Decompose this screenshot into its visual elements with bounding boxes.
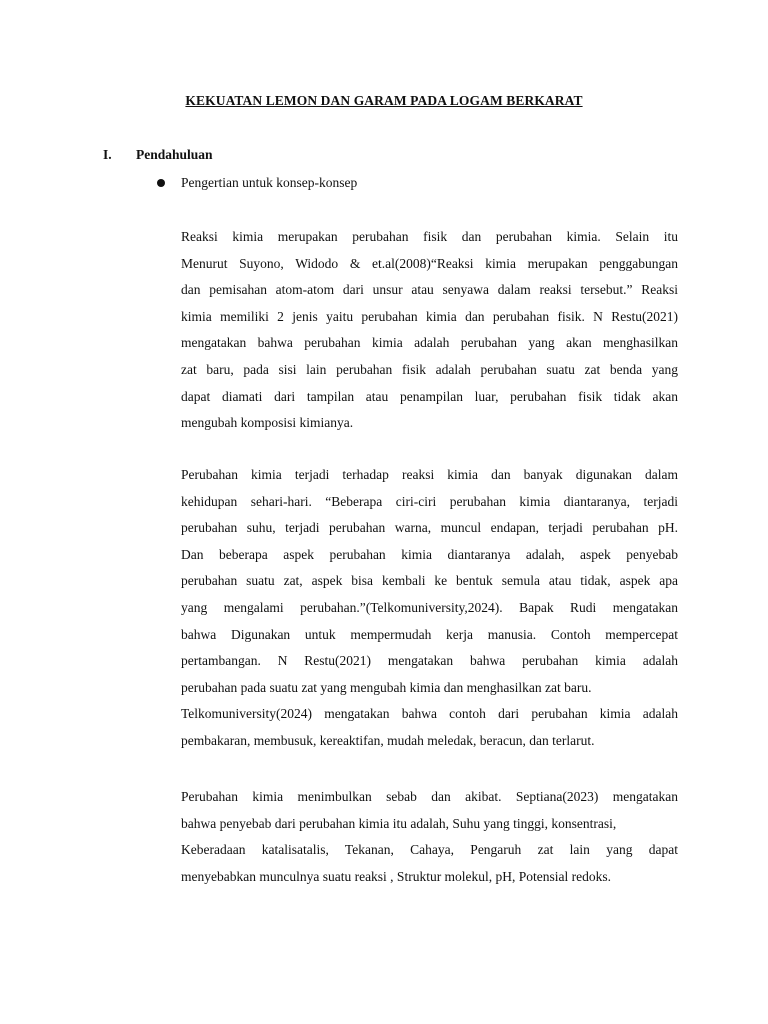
paragraph-line: Perubahan kimia menimbulkan sebab dan akibat. Septiana(2023) mengatakan [181,789,678,804]
paragraph-line: perubahan suhu, terjadi perubahan warna, muncul endapan, terjadi perubahan pH. [181,520,678,536]
paragraph-line: perubahan suatu zat, aspek bisa kembali ke bentuk semula atau tidak, aspek apa [181,573,678,589]
paragraph-3 [181,784,678,890]
paragraph-line: bahwa Digunakan untuk mempermudah kerja manusia. Contoh mempercepat [181,626,678,642]
paragraph-line: kimia memiliki 2 jenis yaitu perubahan kimia dan perubahan fisik. N Restu(2021) [181,308,678,324]
bullet-icon [157,179,165,187]
bullet-text: Pengertian untuk konsep-konsep [181,175,358,190]
paragraph-line: pertambangan. N Restu(2021) mengatakan bahwa perubahan kimia adalah [181,653,678,669]
bullet-list-item [157,175,357,191]
paragraph-line: Keberadaan katalisatalis, Tekanan, Cahaya, Pengaruh zat lain yang dapat [181,842,678,858]
section-title: Pendahuluan [136,147,213,162]
paragraph-1 [181,224,678,437]
paragraph-line: bahwa penyebab dari perubahan kimia itu adalah, Suhu yang tinggi, konsentrasi, [181,815,617,831]
document-title: KEKUATAN LEMON DAN GARAM PADA LOGAM BERKARAT [185,93,583,108]
paragraph-line: Perubahan kimia terjadi terhadap reaksi kimia dan banyak digunakan dalam [181,467,678,482]
paragraph-line: pembakaran, membusuk, kereaktifan, mudah meledak, beracun, dan terlarut. [181,732,595,748]
paragraph-line: dapat diamati dari tampilan atau penampilan luar, perubahan fisik tidak akan [181,388,678,404]
paragraph-line: Dan beberapa aspek perubahan kimia diantaranya adalah, aspek penyebab [181,546,678,562]
paragraph-line: dan pemisahan atom-atom dari unsur atau senyawa dalam reaksi tersebut.” Reaksi [181,282,678,298]
paragraph-line: kehidupan sehari-hari. “Beberapa ciri-ciri perubahan kimia diantaranya, terjadi [181,493,678,509]
paragraph-line: yang mengalami perubahan.”(Telkomuniversity,2024). Bapak Rudi mengatakan [181,599,678,615]
paragraph-line: Reaksi kimia merupakan perubahan fisik dan perubahan kimia. Selain itu [181,229,678,244]
section-number: I. [103,147,112,162]
paragraph-line: mengubah komposisi kimianya. [181,415,354,431]
paragraph-line: Telkomuniversity(2024) mengatakan bahwa contoh dari perubahan kimia adalah [181,706,678,722]
paragraph-line: zat baru, pada sisi lain perubahan fisik adalah perubahan suatu zat benda yang [181,361,678,377]
section-heading [103,147,213,163]
paragraph-line: mengatakan bahwa perubahan kimia adalah perubahan yang akan menghasilkan [181,335,678,351]
paragraph-line: Menurut Suyono, Widodo & et.al(2008)“Reaksi kimia merupakan penggabungan [181,255,678,271]
paragraph-2 [181,462,678,755]
paragraph-line: perubahan pada suatu zat yang mengubah kimia dan menghasilkan zat baru. [181,679,592,695]
paragraph-line: menyebabkan munculnya suatu reaksi , Struktur molekul, pH, Potensial redoks. [181,868,612,884]
